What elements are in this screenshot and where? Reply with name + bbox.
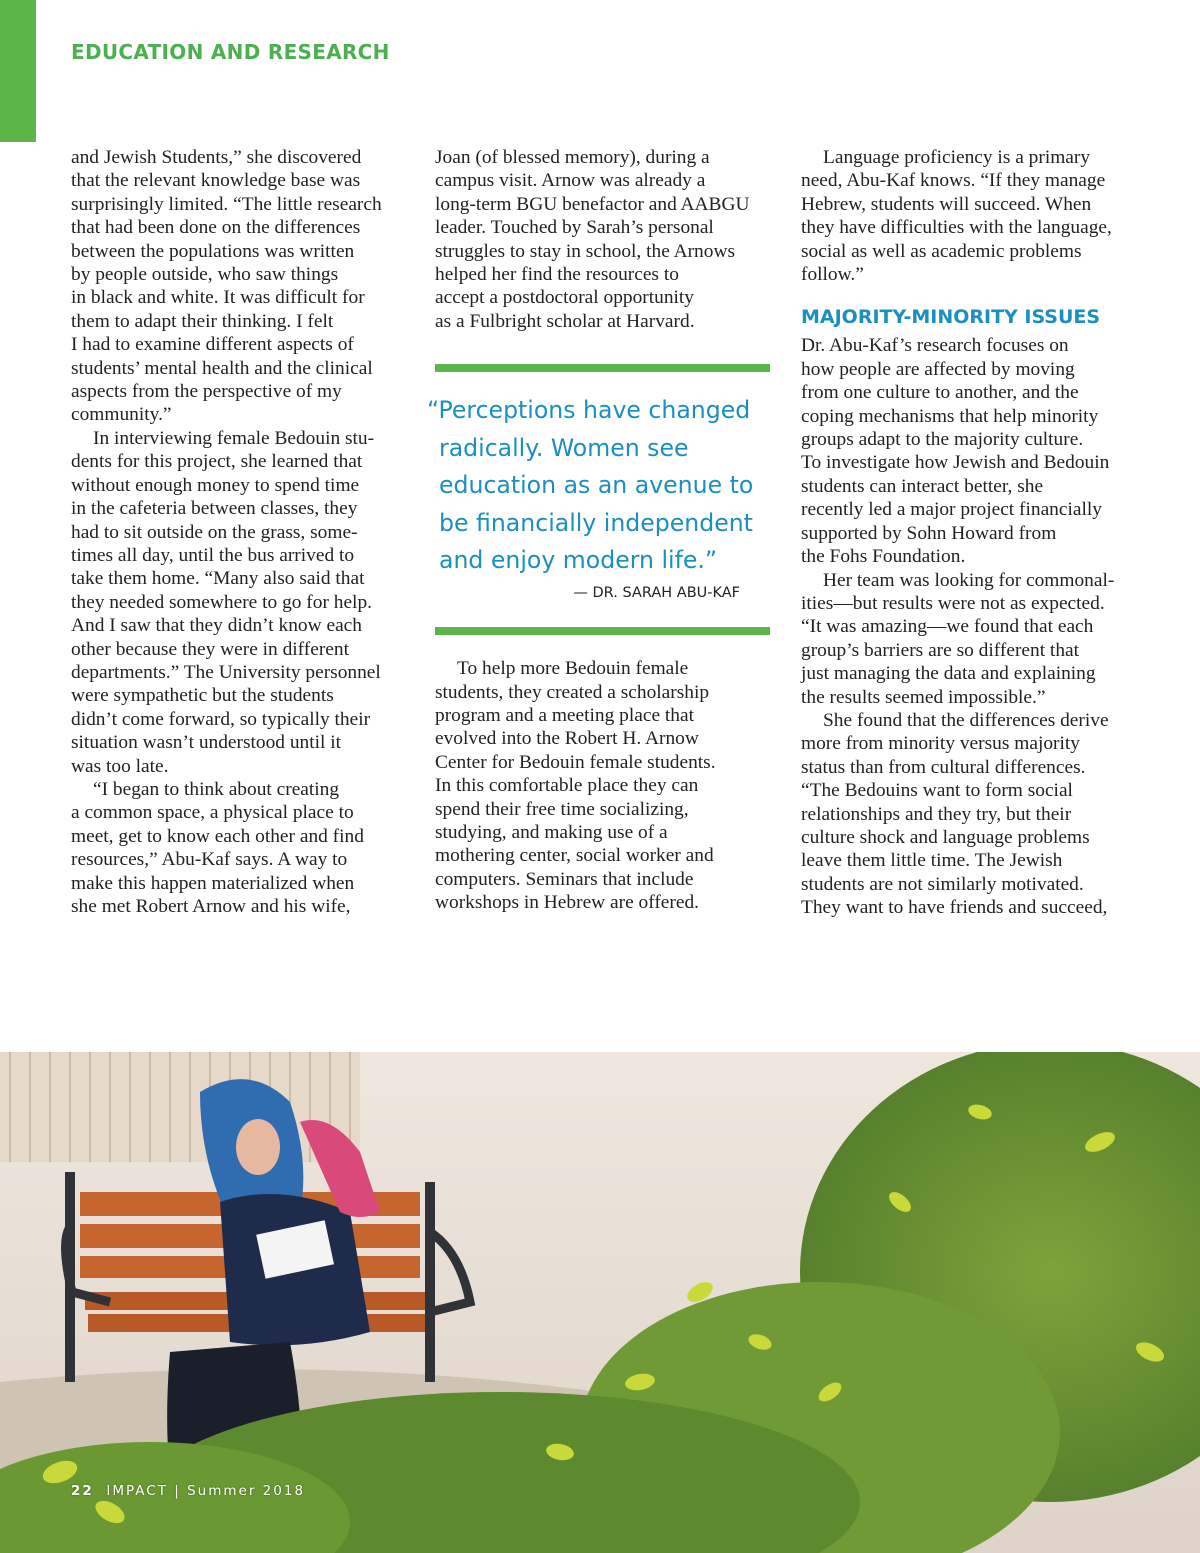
section-color-bar: [0, 0, 36, 142]
paragraph: Joan (of blessed memory), during a campus visit. Arnow was already a long-term BGU benefactor and AABGU leader. Touched by Sarah’s personal struggles to stay in school, the Arnows helped her find the resources to accept a postdoctoral opportunity as a Fulbright scholar at Harvard.: [435, 147, 750, 332]
paragraph: Her team was looking for commonal- ities—but results were not as expected. “It was amazing—we found that each group’s barriers are so different that just managing the data and explaining the results seemed impossible.”: [801, 569, 1115, 708]
paragraph: She found that the differences derive more from minority versus majority status than from cultural differences. “The Bedouins want to form social relationships and they try, but their culture shock and language problems leave them little time. The Jewish students are not similarly motivated. They want to have friends and succeed,: [801, 709, 1109, 919]
article-column-1: [71, 146, 406, 918]
pull-quote-line: radically. Women see: [439, 433, 689, 462]
page-footer: [71, 1483, 305, 1499]
page-number: 22: [71, 1483, 94, 1499]
pull-quote-rule-top: [435, 364, 770, 372]
subheading: MAJORITY-MINORITY ISSUES: [801, 306, 1101, 329]
paragraph: To help more Bedouin female students, they created a scholarship program and a meeting place that evolved into the Robert H. Arnow Center for Bedouin female students. In this comfortable place they can spend their free time socializing, studying, and making use of a mothering center, social worker and computers. Seminars that include workshops in Hebrew are offered.: [435, 658, 716, 914]
fence: [0, 1052, 360, 1162]
pull-quote-rule-bottom: [435, 627, 770, 635]
paragraph: Language proficiency is a primary need, Abu-Kaf knows. “If they manage Hebrew, students will succeed. When they have difficulties with the language, social as well as academic problems follow.”: [801, 147, 1112, 286]
section-label: EDUCATION AND RESEARCH: [71, 40, 390, 64]
photo-illustration: [0, 1052, 1200, 1553]
paragraph: “I began to think about creating a common space, a physical place to meet, get to know each other and find resources,” Abu-Kaf says. A way to make this happen materialized when she met Robert Arnow and his wife,: [71, 778, 364, 917]
paragraph: and Jewish Students,” she discovered that the relevant knowledge base was surprisingly limited. “The little research that had been done on the differences between the populations was written by people outside, who saw things in black and white. It was difficult for them to adapt their thinking. I felt I had to examine different aspects of students’ mental health and the clinical aspects from the perspective of my community.”: [71, 147, 382, 426]
pull-quote-line: “Perceptions have changed: [427, 396, 751, 425]
pull-quote-attribution: — DR. SARAH ABU-KAF: [573, 584, 740, 601]
article-column-2: [427, 146, 770, 915]
publication-info: IMPACT | Summer 2018: [106, 1483, 306, 1499]
pull-quote-line: be financially independent: [439, 508, 753, 537]
pull-quote: [427, 392, 770, 580]
article-column-3: [801, 146, 1131, 920]
photo-student-on-bench: [0, 1052, 1200, 1553]
pull-quote-line: education as an avenue to: [439, 471, 754, 500]
paragraph: Dr. Abu-Kaf’s research focuses on how people are affected by moving from one culture to another, and the coping mechanisms that help minority groups adapt to the majority culture. To investigate how Jewish and Bedouin students can interact better, she recently led a major project financially supported by Sohn Howard from the Fohs Foundation.: [801, 335, 1110, 568]
paragraph: In interviewing female Bedouin stu- dents for this project, she learned that without enough money to spend time in the cafeteria between classes, they had to sit outside on the grass, some- times all day, until the bus arrived to take them home. “Many also said that they needed somewhere to go for help. And I saw that they didn’t know each other because they were in different departments.” The University personnel were sympathetic but the students didn’t come forward, so typically their situation wasn’t understood until it was too late.: [71, 427, 381, 777]
pull-quote-line: and enjoy modern life.”: [439, 546, 718, 575]
